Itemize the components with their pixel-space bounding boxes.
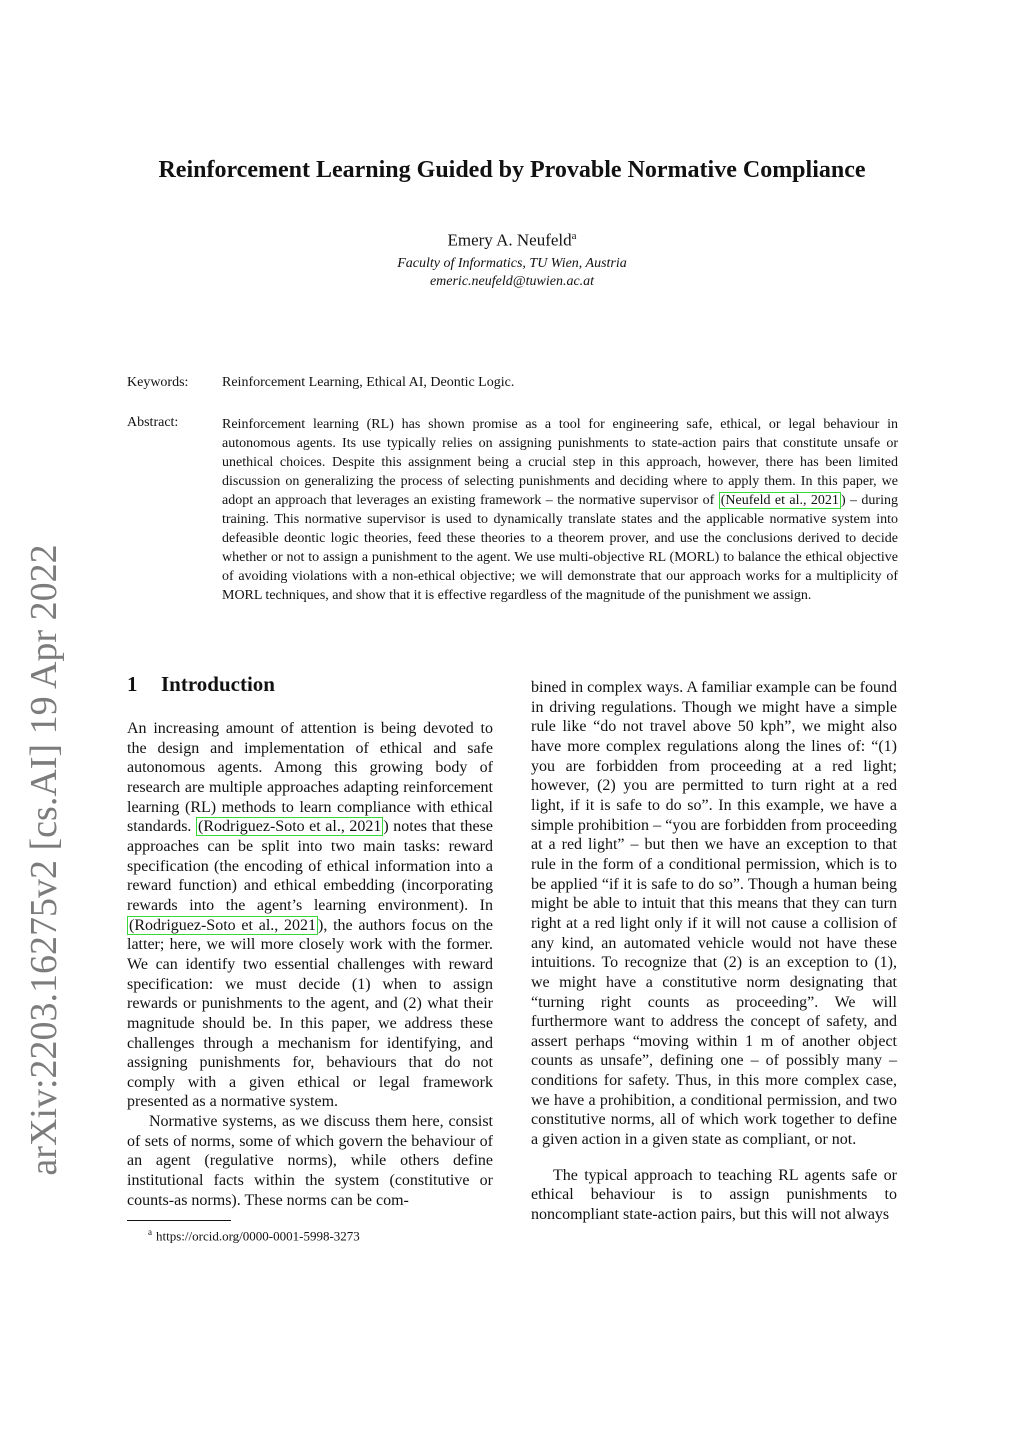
intro-p1-part-b: ) notes that these approaches can be split into two main tasks: reward specification (the encoding of ethical information into a reward function) and ethical embedding (incorporating rewards into the agent’s learning environment). In [127, 818, 493, 914]
arxiv-identifier-stamp: arXiv:2203.16275v2 [cs.AI] 19 Apr 2022 [23, 544, 65, 1176]
section-heading-introduction [127, 672, 275, 697]
abstract-citation-link[interactable]: (Neufeld et al., 2021 [720, 493, 839, 508]
author-email: emeric.neufeld@tuwien.ac.at [429, 274, 595, 289]
keywords-label: Keywords: [127, 375, 189, 390]
right-paragraph-1: bined in complex ways. A familiar example can be found in driving regulations. Though we might have a simple rule like “do not travel above 50 kph”, we might also have more complex regulations along the lines of: “(1) you are forbidden from proceeding at a red light; however, (2) you are permitted to turn right at a red light, if it is safe to do so”. In this example, we have a simple prohibition – “you are forbidden from proceeding at a red light” – but then we have an exception to that rule in the form of a conditional permission, which is to be applied “if it is safe to do so”. Though a human being might be able to intuit that this means that they can turn right at a red light only if it will not cause a collision of any kind, an automated vehicle would not have these intuitions. To recognize that (2) is an exception to (1), we might have a constitutive norm designating that “turning right counts as proceeding”. We will furthermore want to address the concept of safety, and assert perhaps “moving within 1 m of another object counts as unsafe”, defining one – of possibly many – conditions for safety. Thus, in this more complex case, we have a prohibition, a conditional permission, and two constitutive norms, all of which work together to define a given action in a given state as compliant, or not. [531, 679, 897, 1149]
intro-paragraph-1 [127, 719, 493, 1112]
footnote-orcid-link[interactable]: https://orcid.org/0000-0001-5998-3273 [156, 1228, 360, 1244]
intro-paragraph-2: Normative systems, as we discuss them here, consist of sets of norms, some of which govern the behaviour of an agent (regulative norms), while others define institutional facts within the system (constitutive or counts-as norms). These norms can be com- [127, 1113, 493, 1209]
abstract-text [222, 415, 898, 605]
footnote [148, 1227, 360, 1244]
abstract-part-1: Reinforcement learning (RL) has shown promise as a tool for engineering safe, ethical, or legal behaviour in autonomous agents. Its use typically relies on assigning punishments to state-action pairs that constitute unsafe or unethical choices. Despite this assignment being a crucial step in this approach, however, there has been limited discussion on generalizing the process of selecting punishments and deciding where to apply them. In this paper, we adopt an approach that leverages an existing framework – the normative supervisor of [222, 417, 898, 508]
section-number: 1 [127, 672, 138, 696]
citation-link-rodriguez-soto-1[interactable]: (Rodriguez-Soto et al., 2021 [197, 818, 382, 836]
section-title: Introduction [161, 672, 275, 696]
abstract-label: Abstract: [127, 415, 179, 430]
paper-title: Reinforcement Learning Guided by Provable Normative Compliance [158, 157, 866, 183]
keywords-text: Reinforcement Learning, Ethical AI, Deontic Logic. [222, 375, 515, 390]
footnote-marker: a [148, 1227, 152, 1237]
author-name [0, 230, 1024, 251]
left-column [127, 719, 493, 1210]
abstract-part-2: ) – during training. This normative supervisor is used to dynamically translate states and the applicable normative system into defeasible deontic logic theories, feed these theories to a theorem prover, and use the conclusions derived to decide whether or not to assign a punishment to the agent. We use multi-objective RL (MORL) to balance the ethical objective of avoiding violations with a non-ethical objective; we will demonstrate that our approach works for a multiplicity of MORL techniques, and show that it is effective regardless of the magnitude of the punishment we assign. [222, 493, 898, 603]
author-affiliation: Faculty of Informatics, TU Wien, Austria [397, 256, 627, 271]
intro-p1-part-a: An increasing amount of attention is being devoted to the design and implementation of ethical and safe autonomous agents. Among this growing body of research are multiple approaches adapting reinforcement learning (RL) methods to learn compliance with ethical standards. [127, 720, 493, 836]
author-footnote-marker: a [571, 230, 577, 242]
intro-p1-part-c: ), the authors focus on the latter; here, we will more closely work with the former. We can identify two essential challenges with reward specification: we must decide (1) when to assign rewards or punishments to the agent, and (2) what their magnitude should be. In this paper, we address these challenges through a mechanism for identifying, and assigning punishments for, behaviours that do not comply with a given ethical or legal framework presented as a normative system. [127, 916, 493, 1111]
footnote-divider [127, 1220, 231, 1221]
right-column [531, 678, 897, 1225]
citation-link-rodriguez-soto-2[interactable]: (Rodriguez-Soto et al., 2021 [129, 916, 317, 934]
author-name-text: Emery A. Neufeld [447, 230, 572, 250]
right-paragraph-2: The typical approach to teaching RL agents safe or ethical behaviour is to assign punishments to noncompliant state-action pairs, but this will not always [531, 1166, 897, 1224]
